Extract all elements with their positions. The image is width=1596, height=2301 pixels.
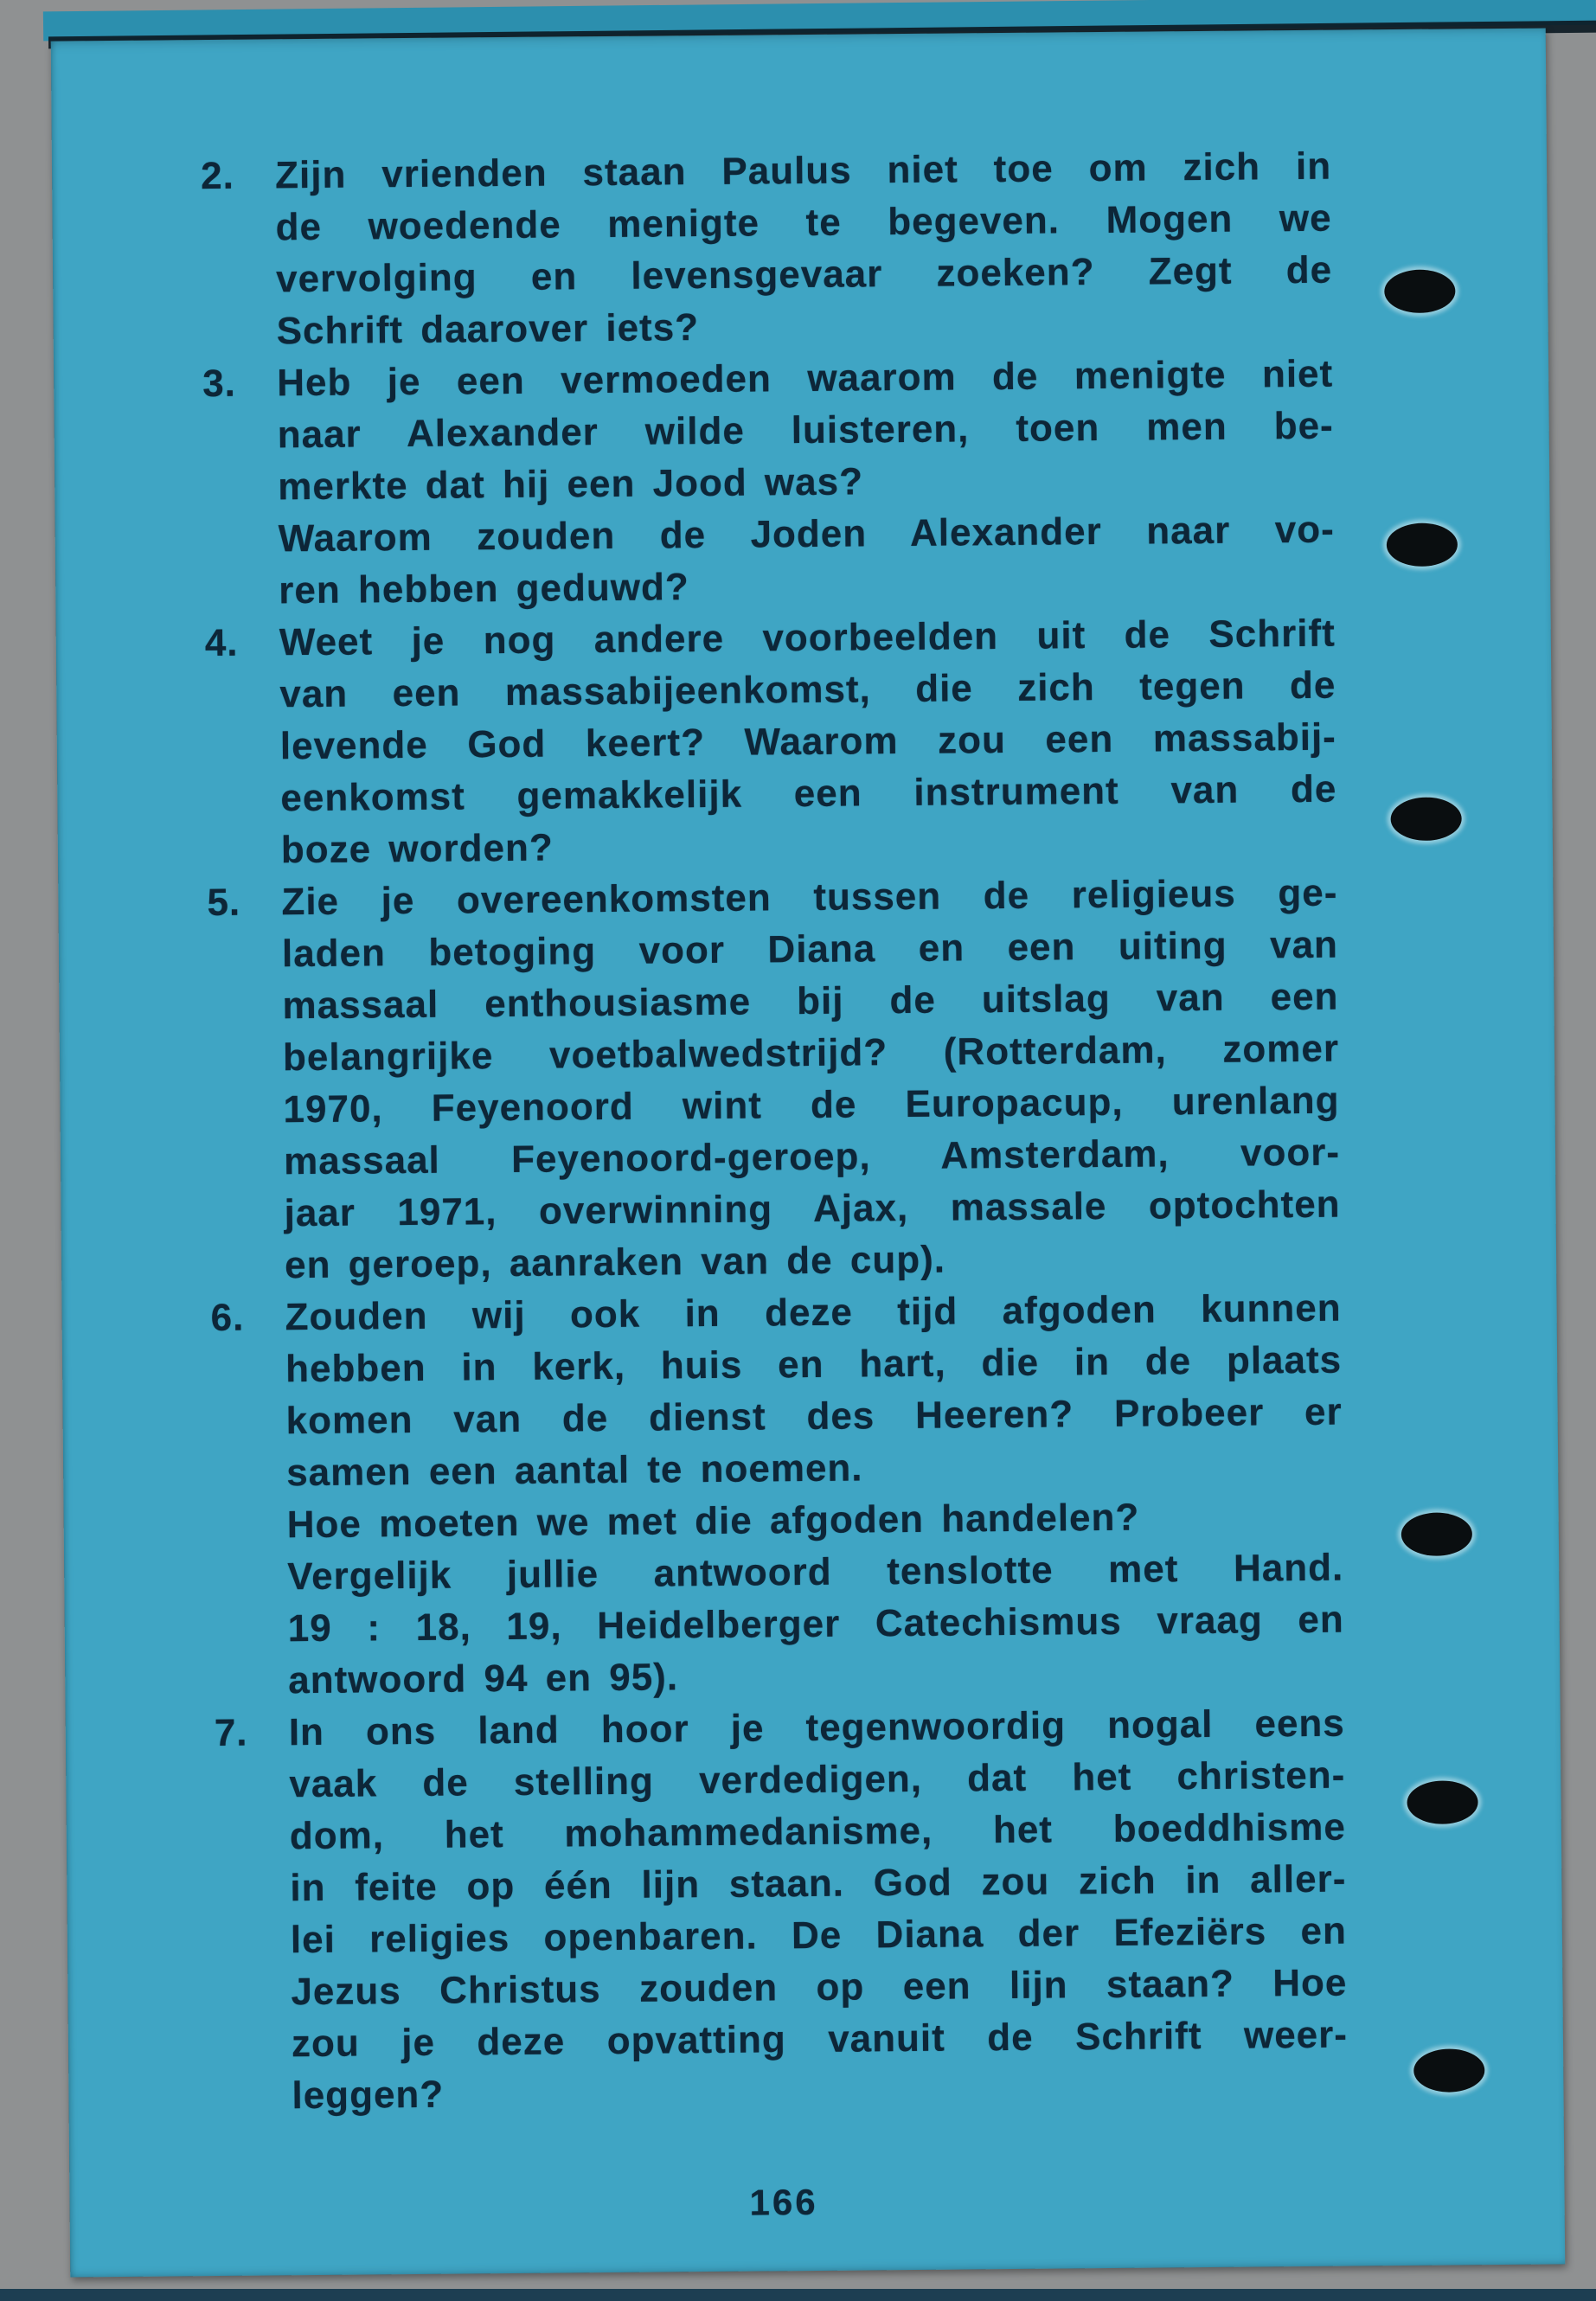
question-item <box>201 141 1333 358</box>
question-line: 1970, Feyenoord wint de Europacup, urenlang <box>283 1079 1340 1131</box>
question-line: Weet je nog andere voorbeelden uit de Schrift <box>279 612 1336 664</box>
question-line: hebben in kerk, huis en hart, die in de plaats <box>285 1338 1343 1391</box>
question-number: 2. <box>200 154 235 198</box>
book-page <box>51 29 1565 2278</box>
question-line: In ons land hoor je tegenwoordig nogal eens <box>288 1702 1345 1754</box>
question-line: laden betoging voor Diana en een uiting van <box>281 923 1339 976</box>
question-number: 7. <box>214 1711 248 1755</box>
question-line: de woedende menigte te begeven. Mogen we <box>275 196 1332 249</box>
question-line: massaal Feyenoord-geroep, Amsterdam, voor- <box>283 1131 1341 1183</box>
question-number: 4. <box>204 621 239 665</box>
question-line: Heb je een vermoeden waarom de menigte niet <box>276 352 1334 405</box>
question-item <box>215 1698 1349 2123</box>
question-line: in feite op één lijn staan. God zou zich in aller- <box>290 1857 1347 1910</box>
question-number: 6. <box>210 1296 245 1340</box>
question-line: komen van de dienst des Heeren? Probeer er <box>285 1390 1343 1443</box>
question-line: Jezus Christus zouden op een lijn staan? Hoe <box>291 1961 1348 2014</box>
question-line: van een massabijeenkomst, die zich tegen de <box>279 663 1336 716</box>
question-line: merkte dat hij een Jood was? <box>278 460 864 509</box>
punch-hole <box>1390 797 1461 841</box>
question-line: belangrijke voetbalwedstrijd? (Rotterdam, zomer <box>282 1027 1340 1080</box>
question-line: ren hebben geduwd? <box>279 566 689 612</box>
punch-hole <box>1401 1512 1472 1556</box>
question-number: 5. <box>207 881 241 925</box>
question-line: antwoord 94 en 95). <box>288 1656 679 1702</box>
question-line: Vergelijk jullie antwoord tenslotte met Hand. <box>287 1546 1344 1599</box>
question-item <box>210 1283 1344 1708</box>
punch-hole <box>1413 2048 1484 2093</box>
question-line: zou je deze opvatting vanuit de Schrift weer- <box>291 2013 1349 2066</box>
question-line: naar Alexander wilde luisteren, toen men be- <box>277 404 1334 457</box>
question-line: eenkomst gemakkelijk een instrument van de <box>280 767 1337 820</box>
question-line: Schrift daarover iets? <box>276 306 700 353</box>
question-item <box>205 608 1338 877</box>
question-line: vaak de stelling verdedigen, dat het christen- <box>289 1753 1346 1806</box>
question-line: Zie je overeenkomsten tussen de religieus ge- <box>281 871 1338 924</box>
next-page-bottom-edge <box>0 2289 1596 2301</box>
question-line: Hoe moeten we met die afgoden handelen? <box>286 1496 1140 1547</box>
question-line: Zijn vrienden staan Paulus niet toe om zich in <box>274 144 1332 197</box>
question-item <box>202 349 1336 618</box>
punch-hole <box>1407 1780 1477 1824</box>
page-number: 166 <box>749 2181 818 2223</box>
question-line: samen een aantal te noemen. <box>285 1446 863 1495</box>
question-line: boze worden? <box>280 826 554 872</box>
question-line: en geroep, aanraken van de cup). <box>284 1238 946 1287</box>
question-line: lei religies openbaren. De Diana der Efeziërs en <box>290 1909 1348 1962</box>
punch-hole <box>1387 522 1458 567</box>
question-line: leggen? <box>292 2073 445 2118</box>
question-item <box>207 868 1341 1292</box>
question-line: 19 : 18, 19, Heidelberger Catechismus vraag en <box>287 1598 1344 1650</box>
question-line: levende God keert? Waarom zou een massabij- <box>279 715 1337 768</box>
punch-hole <box>1384 269 1455 313</box>
question-line: Waarom zouden de Joden Alexander naar vo- <box>278 508 1335 561</box>
question-number: 3. <box>202 362 237 406</box>
question-line: jaar 1971, overwinning Ajax, massale optochten <box>284 1183 1341 1235</box>
question-line: massaal enthousiasme bij de uitslag van een <box>282 975 1339 1028</box>
question-line: dom, het mohammedanisme, het boeddhisme <box>289 1805 1347 1858</box>
question-list <box>201 141 1349 2123</box>
question-line: vervolging en levensgevaar zoeken? Zegt de <box>275 248 1333 301</box>
question-line: Zouden wij ook in deze tijd afgoden kunnen <box>285 1286 1342 1339</box>
